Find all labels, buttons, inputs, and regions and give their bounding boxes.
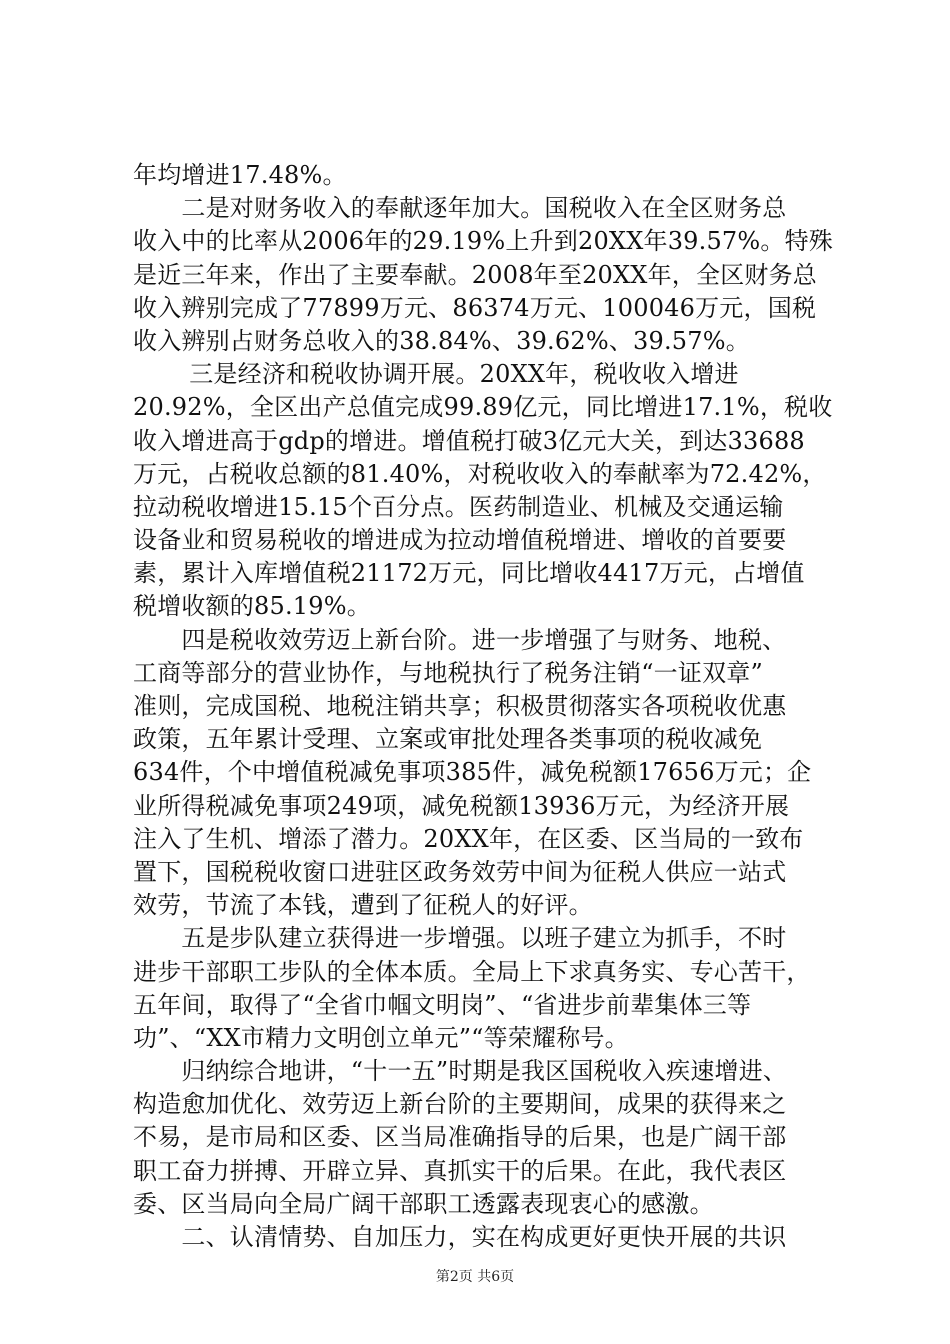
text-line: 二、认清情势、自加压力，实在构成更好更快开展的共识 <box>133 1223 787 1251</box>
text-line: 职工奋力拼搏、开辟立异、真抓实干的后果。在此，我代表区 <box>133 1156 787 1185</box>
text-line: 功”、“XX市精力文明创立单元”“等荣耀称号。 <box>133 1023 629 1052</box>
text-line: 委、区当局向全局广阔干部职工透露表现衷心的感激。 <box>133 1189 714 1218</box>
text-line: 置下，国税税收窗口进驻区政务效劳中间为征税人供应一站式 <box>133 857 787 886</box>
text-line: 业所得税减免事项249项，减免税额13936万元，为经济开展 <box>133 791 790 820</box>
text-line: 年均增进17.48%。 <box>133 161 347 189</box>
body-text <box>133 159 833 1254</box>
text-line: 20.92%，全区出产总值完成99.89亿元，同比增进17.1%，税收 <box>133 393 833 422</box>
text-line: 设备业和贸易税收的增进成为拉动增值税增进、增收的首要要 <box>133 526 787 555</box>
text-line: 收入增进高于gdp的增进。增值税打破3亿元大关，到达33688 <box>133 426 805 455</box>
text-line: 收入辨别完成了77899万元、86374万元、100046万元，国税 <box>133 293 817 322</box>
text-line: 二是对财务收入的奉献逐年加大。国税收入在全区财务总 <box>133 194 787 223</box>
text-line: 归纳综合地讲，“十一五”时期是我区国税收入疾速增进、 <box>133 1057 788 1086</box>
text-line: 工商等部分的营业协作，与地税执行了税务注销“一证双章” <box>133 658 763 687</box>
text-line: 拉动税收增进15.15个百分点。医药制造业、机械及交通运输 <box>133 492 784 521</box>
text-line: 五是步队建立获得进一步增强。以班子建立为抓手，不时 <box>133 924 787 953</box>
text-line: 三是经济和税收协调开展。20XX年，税收收入增进 <box>133 360 739 389</box>
text-line: 634件，个中增值税减免事项385件，减免税额17656万元；企 <box>133 758 812 787</box>
text-line: 不易，是市局和区委、区当局准确指导的后果，也是广阔干部 <box>133 1123 787 1152</box>
text-line: 注入了生机、增添了潜力。20XX年，在区委、区当局的一致布 <box>133 824 804 853</box>
text-line: 五年间，取得了“全省巾帼文明岗”、“省进步前辈集体三等 <box>133 990 752 1019</box>
text-line: 万元，占税收总额的81.40%，对税收收入的奉献率为72.42%， <box>133 459 827 488</box>
page-number-footer: 第2页 共6页 <box>435 1269 515 1285</box>
text-line: 收入辨别占财务总收入的38.84%、39.62%、39.57%。 <box>133 326 750 355</box>
text-line: 进步干部职工步队的全体本质。全局上下求真务实、专心苦干， <box>133 957 811 986</box>
text-line: 政策，五年累计受理、立案或审批处理各类事项的税收减免 <box>133 725 763 754</box>
text-line: 四是税收效劳迈上新台阶。进一步增强了与财务、地税、 <box>133 625 787 654</box>
text-line: 是近三年来，作出了主要奉献。2008年至20XX年，全区财务总 <box>133 260 817 289</box>
text-line: 收入中的比率从2006年的29.19%上升到20XX年39.57%。特殊 <box>133 227 834 256</box>
text-line: 素，累计入库增值税21172万元，同比增收4417万元，占增值 <box>133 559 805 588</box>
text-line: 税增收额的85.19%。 <box>133 592 371 621</box>
text-line: 构造愈加优化、效劳迈上新台阶的主要期间，成果的获得来之 <box>133 1090 787 1119</box>
text-line: 准则，完成国税、地税注销共享；积极贯彻落实各项税收优惠 <box>133 692 787 720</box>
text-line: 效劳，节流了本钱，遭到了征税人的好评。 <box>133 891 593 920</box>
